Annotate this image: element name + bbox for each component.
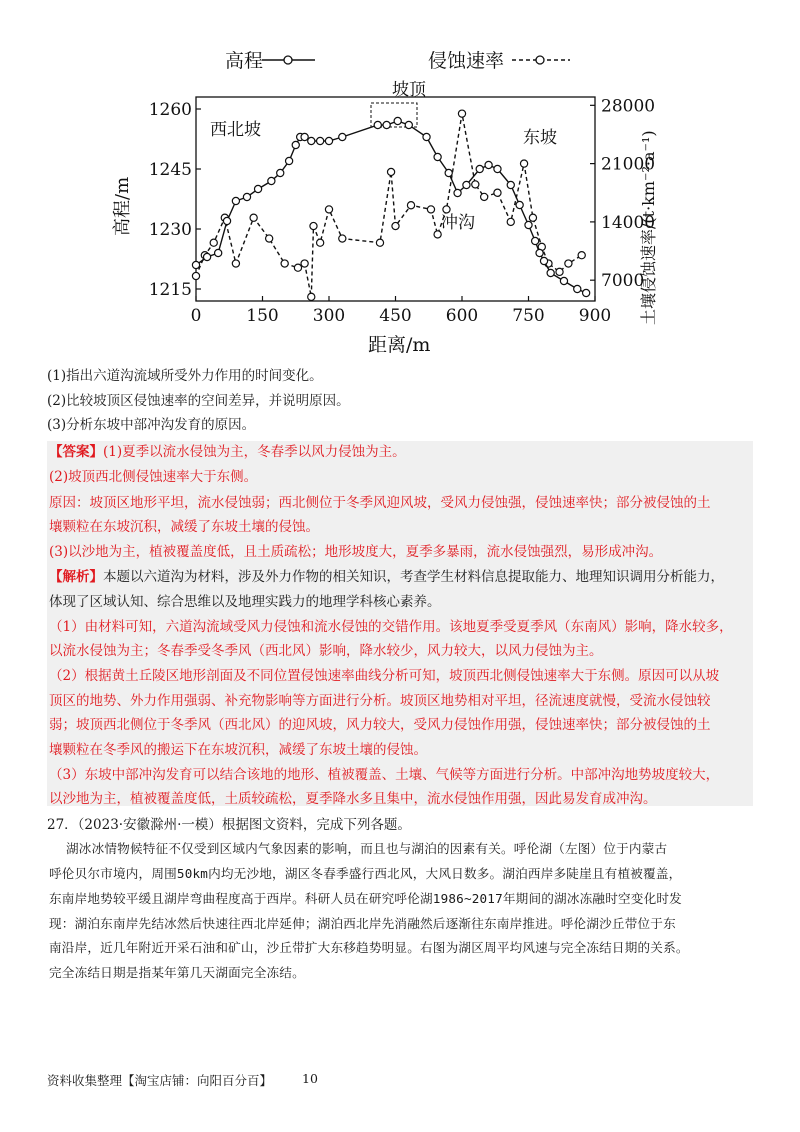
elevation-point [325,137,332,144]
y-axis-left-title: 高程/m [112,176,133,236]
elevation-point [317,137,324,144]
elevation-point [232,197,239,204]
erosion-point [472,181,479,188]
erosion-point [339,235,346,242]
q27-paragraph-line: 东南岸地势较平缓且湖岸弯曲程度高于西岸。科研人员在研究呼伦湖1986~2017年期间的湖冰冻融时空变化时发 [49,891,682,906]
erosion-point [310,222,317,229]
erosion-point [392,222,399,229]
elevation-point [525,221,532,228]
erosion-point [325,206,332,213]
erosion-point [407,202,414,209]
elevation-point [223,217,230,224]
erosion-point [507,218,514,225]
y-axis-right-title: 土壤侵蚀速率/(t·km⁻²·a⁻¹) [639,130,658,325]
x-axis-title: 距离/m [368,334,431,356]
answer-2-reason-line: 原因：坡顶区地形平坦，流水侵蚀弱；西北侧位于冬季风迎风坡，受风力侵蚀强，侵蚀速率快；部分被侵蚀的土 [49,495,711,511]
x-tick-label: 300 [312,306,346,326]
analysis-p2-line: 顶区的地势、外力作用强弱、补充物影响等方面进行分析。坡顶区地势相对平坦，径流速度就慢，受流水侵蚀较 [49,693,711,709]
elevation-point [560,277,567,284]
x-tick-label: 900 [578,306,612,326]
elevation-point [394,117,401,124]
erosion-point [481,193,488,200]
elevation-point [485,161,492,168]
elevation-point [254,185,261,192]
x-tick-label: 450 [379,306,412,326]
east-slope-label: 东坡 [523,128,557,148]
question-2: (2)比较坡顶区侵蚀速率的空间差异，并说明原因。 [47,393,350,409]
elevation-point [286,157,293,164]
legend-elevation-marker [284,56,292,64]
elevation-point [536,249,543,256]
elevation-point [445,169,452,176]
question-1: (1)指出六道沟流域所受外力作用的时间变化。 [47,368,323,384]
y-right-tick-label: 7000 [601,271,645,292]
elevation-point [547,269,554,276]
question-27-title: 27．（2023·安徽滁州·一模）根据图文资料，完成下列各题。 [47,817,411,833]
analysis-p1-line: （1）由材料可知，六道沟流域受风力侵蚀和流水侵蚀的交错作用。该地夏季受夏季风（东南风）影响，降水较多， [49,619,733,635]
x-tick-label: 150 [246,306,279,326]
erosion-point [434,231,441,238]
erosion-point [578,252,585,259]
analysis-p2-line: 壤颗粒在冬季风的搬运下在东坡沉积，减缓了东坡土壤的侵蚀。 [49,742,427,758]
erosion-point [387,168,394,175]
y-right-tick-label: 14000 [601,212,656,233]
y-right-tick-label: 21000 [601,154,656,175]
elevation-point [434,153,441,160]
elevation-point [507,181,514,188]
answer-2-reason-line: 壤颗粒在东坡沉积，减缓了东坡土壤的侵蚀。 [49,519,319,535]
erosion-point [427,206,434,213]
erosion-point [443,206,450,213]
x-tick-label: 750 [512,306,545,326]
elevation-point [540,257,547,264]
gully-label: 冲沟 [441,213,475,233]
legend-erosion-label: 侵蚀速率 [428,50,505,72]
answer-2: (2)坡顶西北侧侵蚀速率大于东侧。 [49,469,258,485]
analysis-intro-line: 体现了区域认知、综合思维以及地理实践力的地理学科核心素养。 [49,594,441,610]
elevation-point [405,121,412,128]
elevation-point [463,181,470,188]
legend-elevation-label: 高程 [225,50,264,72]
elevation-point [292,141,299,148]
erosion-point [232,260,239,267]
erosion-point [565,260,572,267]
analysis-p1-line: 以流水侵蚀为主；冬春季受冬季风（西北风）影响，降水较少，风力较大，以风力侵蚀为主。 [49,643,603,659]
elevation-point [374,121,381,128]
erosion-point [458,110,465,117]
elevation-point [383,121,390,128]
y-left-tick-label: 1215 [148,280,192,300]
analysis-p3-line: 以沙地为主，植被覆盖度低，土质较疏松，夏季降水多且集中，流水侵蚀作用强，因此易发育成冲沟。 [49,791,657,807]
elevation-point [532,237,539,244]
erosion-point [281,260,288,267]
erosion-point [376,239,383,246]
q27-paragraph-line: 南沿岸，近几年附近开采石油和矿山，沙丘带扩大东移趋势明显。右图为湖区周平均风速与完全冻结日期的关系。 [49,940,689,955]
elevation-point [268,177,275,184]
analysis-p2-line: 弱；坡顶西北侧位于冬季风（西北风）的迎风坡，风力较大，受风力侵蚀作用强，侵蚀速率快；部分被侵蚀的土 [49,717,711,733]
y-left-tick-label: 1245 [148,160,192,180]
answer-3: (3)以沙地为主，植被覆盖度低，且土质疏松；地形坡度大，夏季多暴雨，流水侵蚀强烈，易形成冲沟。 [49,544,663,560]
elevation-point [476,165,483,172]
legend-erosion-marker [536,56,544,64]
answer-1-text: (1)夏季以流水侵蚀为主，冬春季以风力侵蚀为主。 [103,444,406,460]
elevation-point [583,289,590,296]
elevation-point [308,137,315,144]
erosion-point [556,268,563,275]
elevation-point [454,189,461,196]
elevation-point [339,133,346,140]
erosion-point [520,160,527,167]
erosion-point [266,235,273,242]
erosion-point [294,264,301,271]
y-left-tick-label: 1260 [148,100,192,120]
analysis-p3-line: （3）东坡中部冲沟发育可以结合该地的地形、植被覆盖、土壤、气候等方面进行分析。中部冲沟地势坡度较大， [49,767,720,783]
erosion-point [210,239,217,246]
elevation-point [192,261,199,268]
page-number: 10 [302,1071,318,1086]
erosion-point [192,272,199,279]
answer-tag: 【答案】 [49,444,103,460]
elevation-erosion-chart [112,40,660,360]
q27-paragraph-line: 完全冻结日期是指某年第几天湖面完全冻结。 [49,965,305,980]
erosion-point [301,260,308,267]
q27-paragraph-line: 呼伦贝尔市境内，周围50km内均无沙地，湖区冬春季盛行西北风，大风日数多。湖泊西岸多陡崖且有植被覆盖， [49,866,682,881]
elevation-point [574,285,581,292]
x-tick-label: 600 [445,306,479,326]
analysis-intro-line [49,567,724,587]
analysis-intro-text: 本题以六道沟为材料，涉及外力作物的相关知识，考查学生材料信息提取能力、地理知识调用分析能力， [103,569,724,585]
elevation-point [494,165,501,172]
summit-label: 坡顶 [392,80,426,100]
northwest-slope-label: 西北坡 [210,120,261,140]
y-left-tick-label: 1230 [148,220,192,240]
erosion-point [250,214,257,221]
elevation-point [277,169,284,176]
elevation-point [203,253,210,260]
erosion-point [529,214,536,221]
elevation-point [243,193,250,200]
elevation-point [423,133,430,140]
analysis-p2-line: （2）根据黄土丘陵区地形剖面及不同位置侵蚀速率曲线分析可知，坡顶西北侧侵蚀速率大于东侧。原因可以从坡 [49,668,720,684]
elevation-point [301,133,308,140]
elevation-point [516,201,523,208]
question-3: (3)分析东坡中部冲沟发育的原因。 [47,417,256,433]
y-right-tick-label: 28000 [601,96,656,117]
chart-legend [225,50,570,72]
elevation-point [215,249,222,256]
analysis-tag: 【解析】 [49,569,103,585]
erosion-point [494,189,501,196]
erosion-point [317,239,324,246]
footer-source: 资料收集整理【淘宝店铺：向阳百分百】 [47,1073,273,1088]
q27-paragraph-line: 湖冰冰情物候特征不仅受到区域内气象因素的影响，而且也与湖泊的因素有关。呼伦湖（左图）位于内蒙古 [66,841,668,856]
answer-1 [49,442,406,462]
x-tick-label: 0 [190,306,202,326]
q27-paragraph-line: 现：湖泊东南岸先结冰然后快速往西北岸延伸；湖泊西北岸先消融然后逐渐往东南岸推进。呼伦湖沙丘带位于东 [49,916,676,931]
erosion-point [308,293,315,300]
